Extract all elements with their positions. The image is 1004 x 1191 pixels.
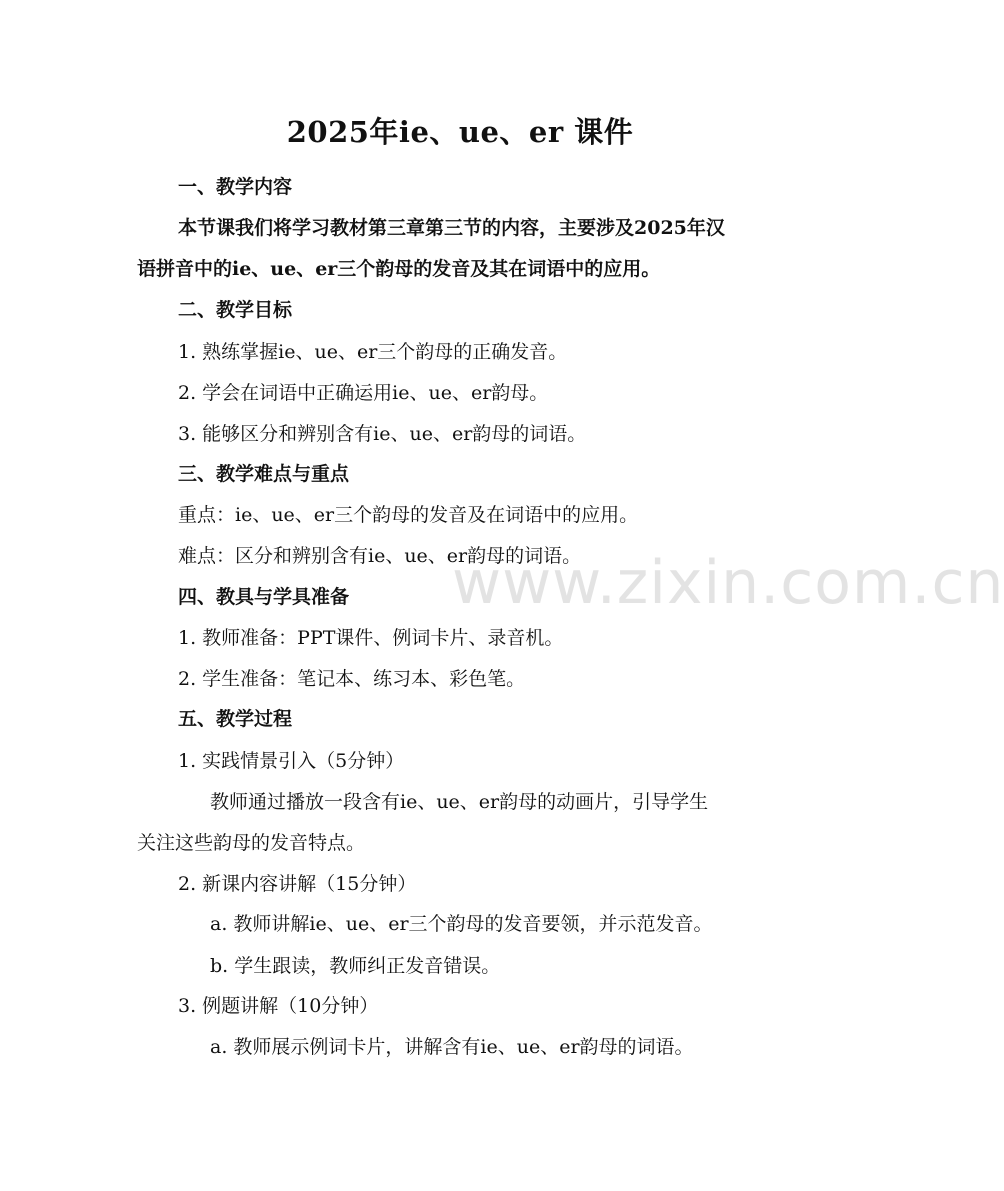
section-heading-key-points: 三、教学难点与重点	[178, 463, 350, 485]
process-substep: b. 学生跟读，教师纠正发音错误。	[210, 955, 501, 977]
section-heading-teaching-process: 五、教学过程	[178, 708, 293, 730]
list-item: 1. 教师准备：PPT课件、例词卡片、录音机。	[178, 627, 564, 649]
process-substep: a. 教师讲解ie、ue、er三个韵母的发音要领，并示范发音。	[210, 913, 713, 935]
process-step: 1. 实践情景引入（5分钟）	[178, 750, 405, 772]
paragraph-line: 语拼音中的ie、ue、er三个韵母的发音及其在词语中的应用。	[137, 258, 661, 280]
list-item: 3. 能够区分和辨别含有ie、ue、er韵母的词语。	[178, 423, 587, 445]
paragraph-line: 关注这些韵母的发音特点。	[137, 832, 366, 854]
section-heading-teaching-content: 一、教学内容	[178, 176, 293, 198]
paragraph-line: 教师通过播放一段含有ie、ue、er韵母的动画片，引导学生	[210, 791, 709, 813]
section-heading-teaching-aids: 四、教具与学具准备	[178, 586, 350, 608]
difficult-point-text: 难点：区分和辨别含有ie、ue、er韵母的词语。	[178, 545, 582, 567]
watermark: www.zixin.com.cn	[452, 548, 1004, 618]
list-item: 2. 学生准备：笔记本、练习本、彩色笔。	[178, 668, 526, 690]
list-item: 1. 熟练掌握ie、ue、er三个韵母的正确发音。	[178, 341, 568, 363]
process-substep: a. 教师展示例词卡片，讲解含有ie、ue、er韵母的词语。	[210, 1036, 694, 1058]
section-heading-teaching-goals: 二、教学目标	[178, 299, 293, 321]
paragraph-line: 本节课我们将学习教材第三章第三节的内容，主要涉及2025年汉	[178, 217, 725, 239]
process-step: 2. 新课内容讲解（15分钟）	[178, 873, 417, 895]
process-step: 3. 例题讲解（10分钟）	[178, 995, 379, 1017]
list-item: 2. 学会在词语中正确运用ie、ue、er韵母。	[178, 382, 549, 404]
key-point-text: 重点：ie、ue、er三个韵母的发音及在词语中的应用。	[178, 504, 639, 526]
document-title: 2025年ie、ue、er 课件	[286, 115, 634, 149]
